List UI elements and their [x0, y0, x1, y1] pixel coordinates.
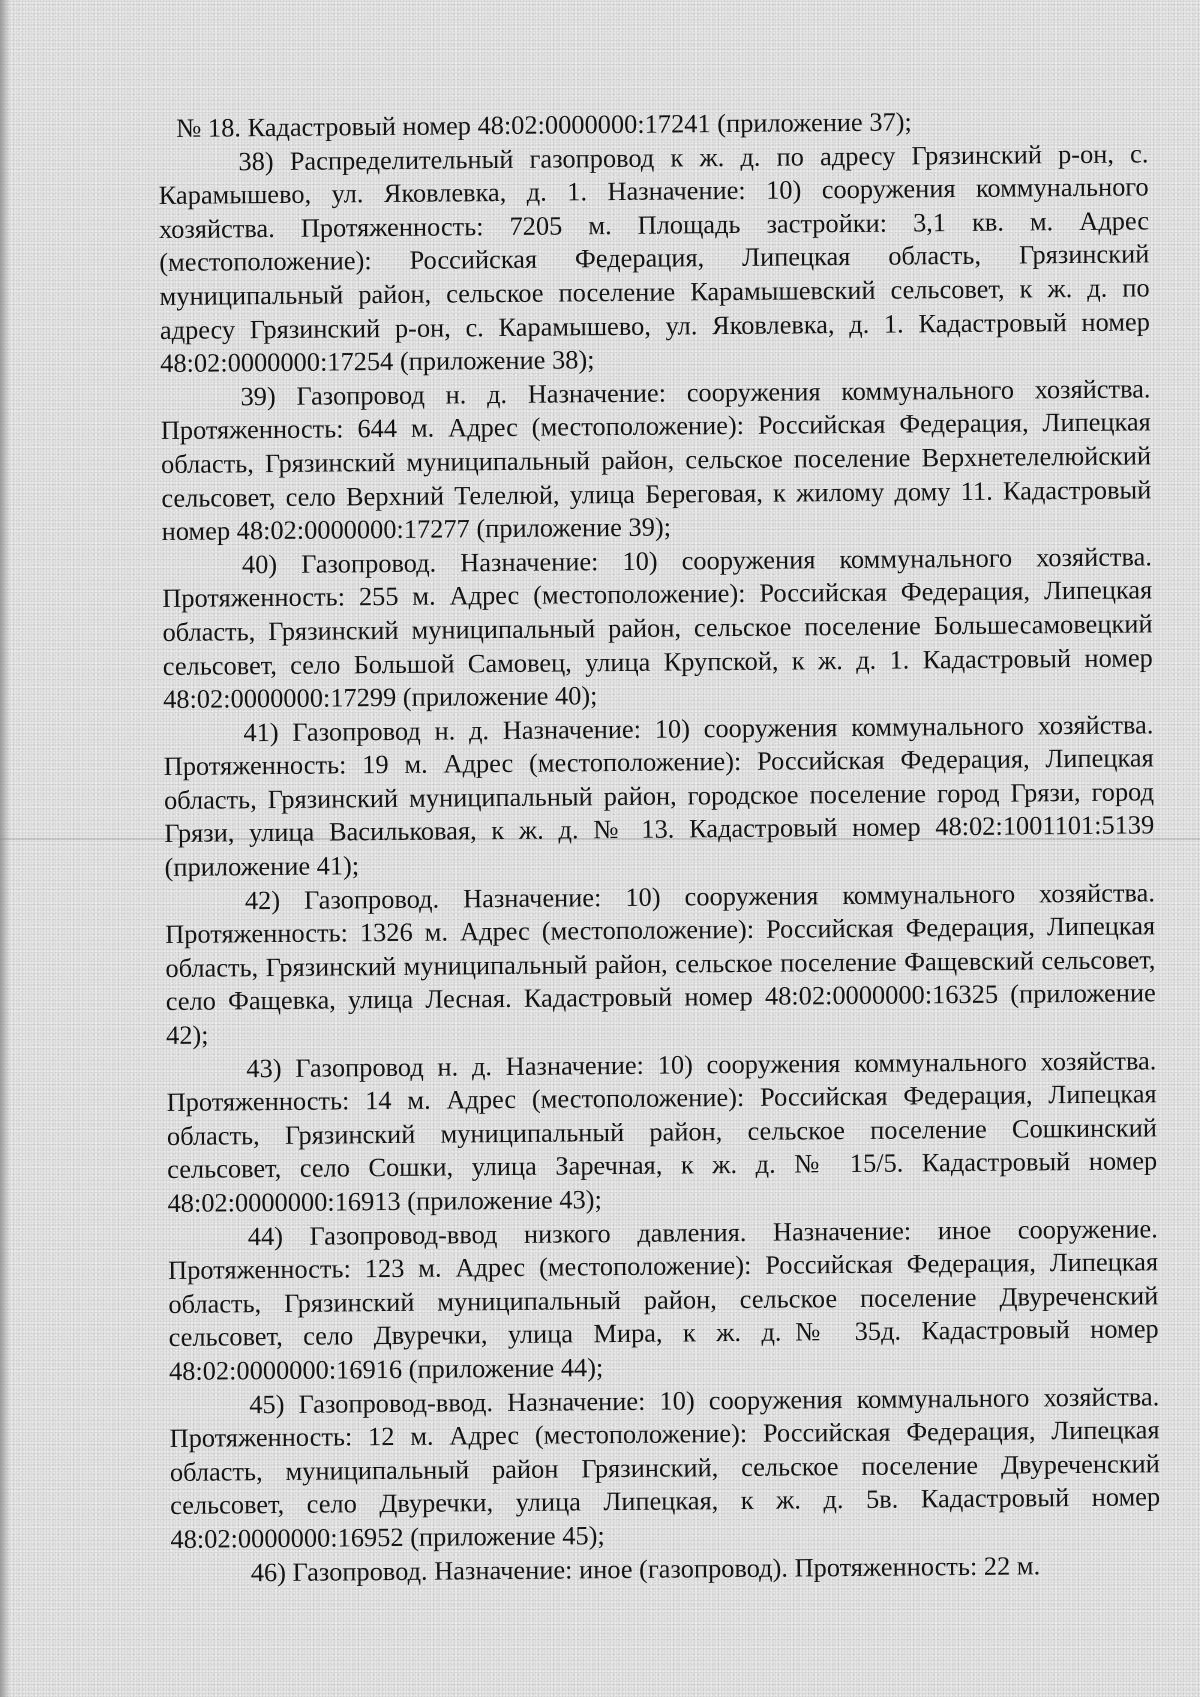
- item-text: Газопровод-ввод. Назначение: 10) сооружения коммунального хозяйства. Протяженность: 12 м. Адрес (местоположение): Российская Федерация, Липецкая область, муниципальный район Грязинский, сельское поселение Двуреченский сельсовет, село Двуречки, улица Липецкая, к ж. д. 5в. Кадастровый номер 48:02:0000000:16952 (приложение 45);: [169, 1380, 1161, 1554]
- list-item-45: [169, 1380, 1160, 1557]
- item-text: Газопровод-ввод низкого давления. Назначение: иное сооружение. Протяженность: 123 м. Адрес (местоположение): Российская Федерация, Липецкая область, Грязинский муниципальный район, сельское поселение Двуреченский сельсовет, село Двуречки, улица Мира, к ж. д.№ 35д. Кадастровый номер 48:02:0000000:16916 (приложение 44);: [167, 1212, 1159, 1386]
- item-text: Газопровод. Назначение: 10) сооружения коммунального хозяйства. Протяженность: 1326 м. Адрес (местоположение): Российская Федерация, Липецкая область, Грязинский муниципальный район, сельское поселение Фащевский сельсовет, село Фащевка, улица Лесная. Кадастровый номер 48:02:0000000:16325 (приложение 42);: [165, 876, 1156, 1050]
- list-item-39: [160, 372, 1151, 549]
- document-body: [158, 103, 1161, 1590]
- item-text: Газопровод н. д. Назначение: 10) сооружения коммунального хозяйства. Протяженность: 19 м. Адрес (местоположение): Российская Федерация, Липецкая область, Грязинский муниципальный район, городское поселение город Грязи, город Грязи, улица Васильковая, к ж. д. № 13. Кадастровый номер 48:02:1001101:5139 (приложение 41);: [163, 709, 1155, 883]
- item-text: Распределительный газопровод к ж. д. по адресу Грязинский р-он, с. Карамышево, ул. Яковлевка, д. 1. Назначение: 10) сооружения коммунального хозяйства. Протяженность: 7205 м. Площадь застройки: 3,1 кв. м. Адрес (местоположение): Российская Федерация, Липецкая область, Грязинский муниципальный район, сельское поселение Карамышевский сельсовет, к ж. д. по адресу Грязинский р-он, с. Карамышево, ул. Яковлевка, д. 1. Кадастровый номер 48:02:0000000:17254 (приложение 38);: [158, 137, 1150, 379]
- item-number: 43): [246, 1052, 282, 1083]
- item-number: 41): [243, 716, 279, 747]
- item-number: 46): [250, 1556, 287, 1587]
- item-number: 39): [240, 380, 276, 412]
- item-number: 44): [247, 1220, 284, 1251]
- page-shadow-edge: [0, 0, 10, 1697]
- item-number: 40): [241, 548, 278, 580]
- item-text: Газопровод. Назначение: иное (газопровод). Протяженность: 22 м.: [292, 1549, 1041, 1587]
- list-item-41: [163, 708, 1154, 885]
- list-item-43: [166, 1044, 1157, 1221]
- item-number: 42): [244, 884, 281, 915]
- item-number: 45): [249, 1388, 285, 1419]
- list-item-40: [162, 540, 1153, 717]
- paragraph-text: № 18. Кадастровый номер 48:02:0000000:17241 (приложение 37);: [176, 106, 912, 143]
- list-item-44: [168, 1212, 1159, 1389]
- item-number: 38): [238, 145, 274, 176]
- list-item-38: [158, 137, 1150, 381]
- item-text: Газопровод н. д. Назначение: 10) сооружения коммунального хозяйства. Протяженность: 14 м. Адрес (местоположение): Российская Федерация, Липецкая область, Грязинский муниципальный район, сельское поселение Сошкинский сельсовет, село Сошки, улица Заречная, к ж. д. № 15/5. Кадастровый номер 48:02:0000000:16913 (приложение 43);: [166, 1044, 1158, 1218]
- list-item-42: [165, 876, 1156, 1053]
- item-text: Газопровод н. д. Назначение: сооружения коммунального хозяйства. Протяженность: 644 м. Адрес (местоположение): Российская Федерация, Липецкая область, Грязинский муниципальный район, сельское поселение Верхнетелелюйский сельсовет, село Верхний Телелюй, улица Береговая, к жилому дому 11. Кадастровый номер 48:02:0000000:17277 (приложение 39);: [160, 373, 1152, 547]
- item-text: Газопровод. Назначение: 10) сооружения коммунального хозяйства. Протяженность: 255 м. Адрес (местоположение): Российская Федерация, Липецкая область, Грязинский муниципальный район, сельское поселение Большесамовецкий сельсовет, село Большой Самовец, улица Крупской, к ж. д. 1. Кадастровый номер 48:02:0000000:17299 (приложение 40);: [162, 541, 1153, 715]
